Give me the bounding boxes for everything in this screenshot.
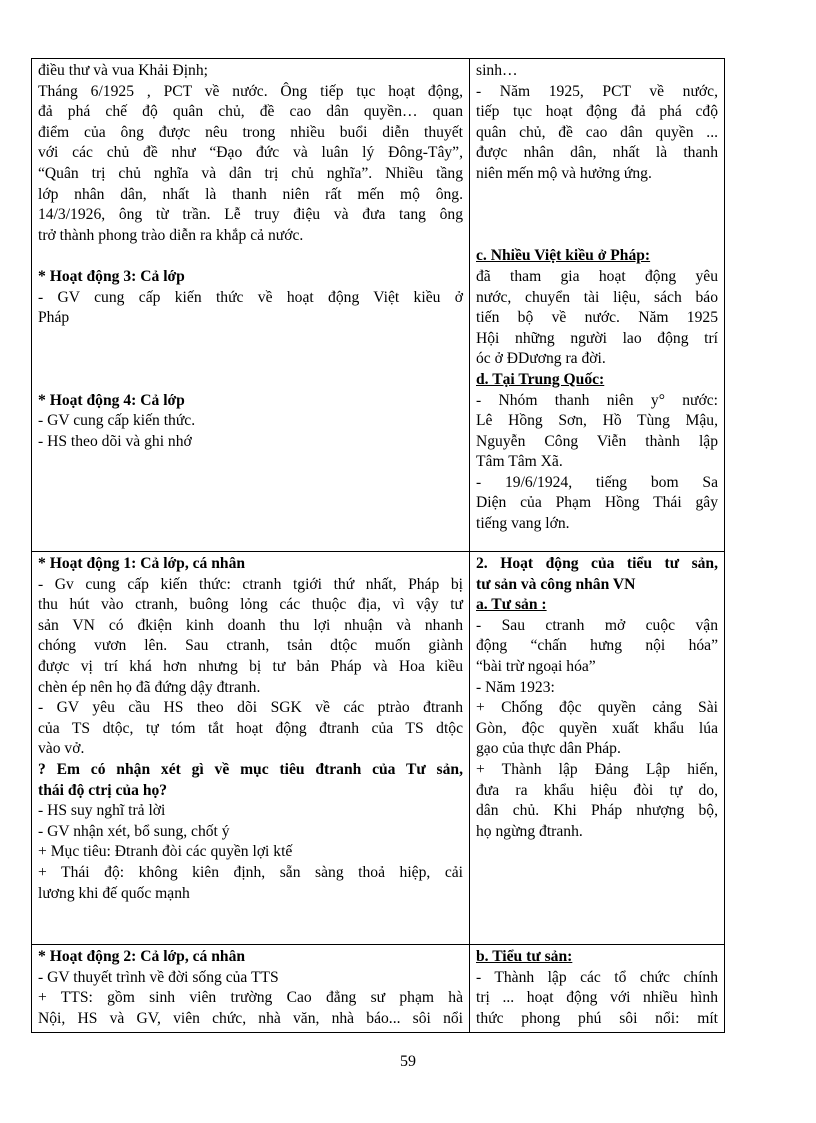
text-line: tiếp tục hoạt động đả phá cđộ [476,103,718,121]
heading-line: * Hoạt động 2: Cả lớp, cá nhân [38,948,246,965]
text-line: được nhân dân, nhất là thanh [476,144,718,162]
text-line: lớp nhân dân, nhất là thanh niên rất mến mộ ông. [38,185,463,203]
text-line: - Gv cung cấp kiến thức: ctranh tgiới thứ nhất, Pháp bị [38,575,463,593]
text-line: điểm của ông được nêu trong nhiều buổi diễn thuyết [38,123,463,141]
text-line: chóng vươn lên. Sau ctranh, tsản dtộc muốn giành [38,637,463,655]
text-line: - HS theo dõi và ghi nhớ [38,432,192,450]
text-line: 14/3/1926, ông từ trần. Lễ truy điệu và đưa tang ông [38,206,463,224]
table-row [32,59,725,552]
text-line: - GV cung cấp kiến thức. [38,412,196,430]
text-line: Gòn, độc quyền xuất khẩu lúa [476,719,718,737]
text-line: Diện của Phạm Hồng Thái gây [476,494,718,512]
text-line: + Chống độc quyền cảng Sài [476,699,718,717]
text-line: đưa ra khẩu hiệu đòi tự do, [476,781,718,799]
blank-line [476,185,718,206]
text-line: Tháng 6/1925 , PCT về nước. Ông tiếp tục hoạt động, [38,82,463,100]
blank-line [476,205,718,226]
text-line: họ ngừng đtranh. [476,822,583,840]
text-line: niên mến mộ và hưởng ứng. [476,164,652,182]
blank-line [38,329,463,350]
text-line: tiếng vang lớn. [476,515,570,533]
text-line: vào vở. [38,740,85,758]
text-line: dân chủ. Khi Pháp nhượng bộ, [476,802,718,820]
text-line: sinh… [476,62,518,79]
text-line: trị ... hoạt động với nhiều hình [476,989,718,1007]
text-line: - Năm 1925, PCT về nước, [476,82,718,100]
text-line: - HS suy nghĩ trả lời [38,802,166,820]
text-line: Nội, HS và GV, viên chức, nhà văn, nhà báo... sôi nổi [38,1009,463,1027]
text-line: đã tham gia hoạt động yêu [476,267,718,285]
text-line: - Sau ctranh mở cuộc vận [476,616,718,634]
heading-line: * Hoạt động 4: Cả lớp [38,391,185,409]
text-line: quân chủ, đề cao dân quyền ... [476,123,718,141]
text-line: với các chủ đề như “Đạo đức và luân lý Đông-Tây”, [38,144,463,162]
text-line: - Nhóm thanh niên y° nước: [476,391,718,409]
blank-line [476,226,718,247]
text-line: - 19/6/1924, tiếng bom Sa [476,473,718,491]
heading-line: b. Tiểu tư sản: [476,948,573,965]
text-line: - GV thuyết trình về đời sống của TTS [38,968,279,986]
heading-line: tư sản và công nhân VN [476,575,636,593]
content-cell [470,552,725,945]
heading-line: thái độ ctrị của họ? [38,781,168,799]
document-page [31,58,725,1033]
lesson-plan-body [32,59,725,1033]
blank-line [38,349,463,370]
text-line: “Quân trị chủ nghĩa và dân trị chủ nghĩa”. Nhiều tầng [38,164,463,182]
text-line: + Thành lập Đảng Lập hiến, [476,760,718,778]
text-line: thu hút vào ctranh, buông lỏng các thuộc địa, vì vậy tư [38,596,463,614]
blank-line [38,246,463,267]
content-cell [470,59,725,552]
text-line: thức phong phú sôi nổi: mít [476,1009,718,1027]
heading-line: 2. Hoạt động của tiểu tư sản, [476,555,718,572]
text-line: + Mục tiêu: Đtranh đòi các quyền lợi ktế [38,843,293,861]
table-row [32,552,725,945]
text-line: Hội những người lao động trí [476,329,718,347]
text-line: - Năm 1923: [476,678,555,696]
text-line: óc ở ĐDương ra đời. [476,350,606,368]
activity-cell [32,552,470,945]
text-line: - GV cung cấp kiến thức về hoạt động Việt kiều ở [38,288,463,306]
text-line: - GV nhận xét, bổ sung, chốt ý [38,822,230,840]
text-line: điều thư và vua Khải Định; [38,62,208,79]
text-line: sản VN có đkiện kinh doanh thu lợi nhuận và nhanh [38,616,463,634]
text-line: nước, chuyển tài liệu, sách báo [476,288,718,306]
page-number: 59 [400,1053,416,1070]
text-line: “bài trừ ngoại hóa” [476,657,596,675]
text-line: Lê Hồng Sơn, Hồ Tùng Mậu, [476,412,718,430]
text-line: Tâm Tâm Xã. [476,453,563,471]
text-line: + Thái độ: không kiên định, sẵn sàng thoả hiệp, cải [38,863,463,881]
text-line: trở thành phong trào diễn ra khắp cả nước. [38,226,304,244]
text-line: gạo của thực dân Pháp. [476,740,621,758]
heading-line: ? Em có nhận xét gì về mục tiêu đtranh của Tư sản, [38,760,463,778]
activity-cell [32,59,470,552]
heading-line: a. Tư sản : [476,596,547,614]
text-line: đả phá chế độ quân chủ, đề cao dân quyền… quan [38,103,463,121]
text-line: động “chấn hưng nội hóa” [476,637,718,655]
text-line: - Thành lập các tổ chức chính [476,968,718,986]
text-line: chèn ép nên họ đã đứng dậy đtranh. [38,678,261,696]
text-line: tiến bộ về nước. Năm 1925 [476,309,718,327]
heading-line: c. Nhiều Việt kiều ở Pháp: [476,247,651,265]
activity-cell [32,945,470,1033]
heading-line: d. Tại Trung Quốc: [476,370,605,388]
text-line: Nguyễn Công Viễn thành lập [476,432,718,450]
text-line: lương khi đế quốc mạnh [38,884,190,902]
table-row [32,945,725,1033]
content-cell [470,945,725,1033]
text-line: được vị trí khá hơn nhưng bị tư bản Pháp và Hoa kiều [38,657,463,675]
heading-line: * Hoạt động 1: Cả lớp, cá nhân [38,555,246,572]
blank-line [38,370,463,391]
text-line: + TTS: gồm sinh viên trường Cao đẳng sư phạm hà [38,989,463,1007]
text-line: - GV yêu cầu HS theo dõi SGK về các ptrào đtranh [38,699,463,717]
heading-line: * Hoạt động 3: Cả lớp [38,267,185,285]
text-line: của TS dtộc, tự tóm tắt hoạt động đtranh của TS dtộc [38,719,463,737]
lesson-plan-table [31,58,725,1033]
text-line: Pháp [38,309,70,327]
